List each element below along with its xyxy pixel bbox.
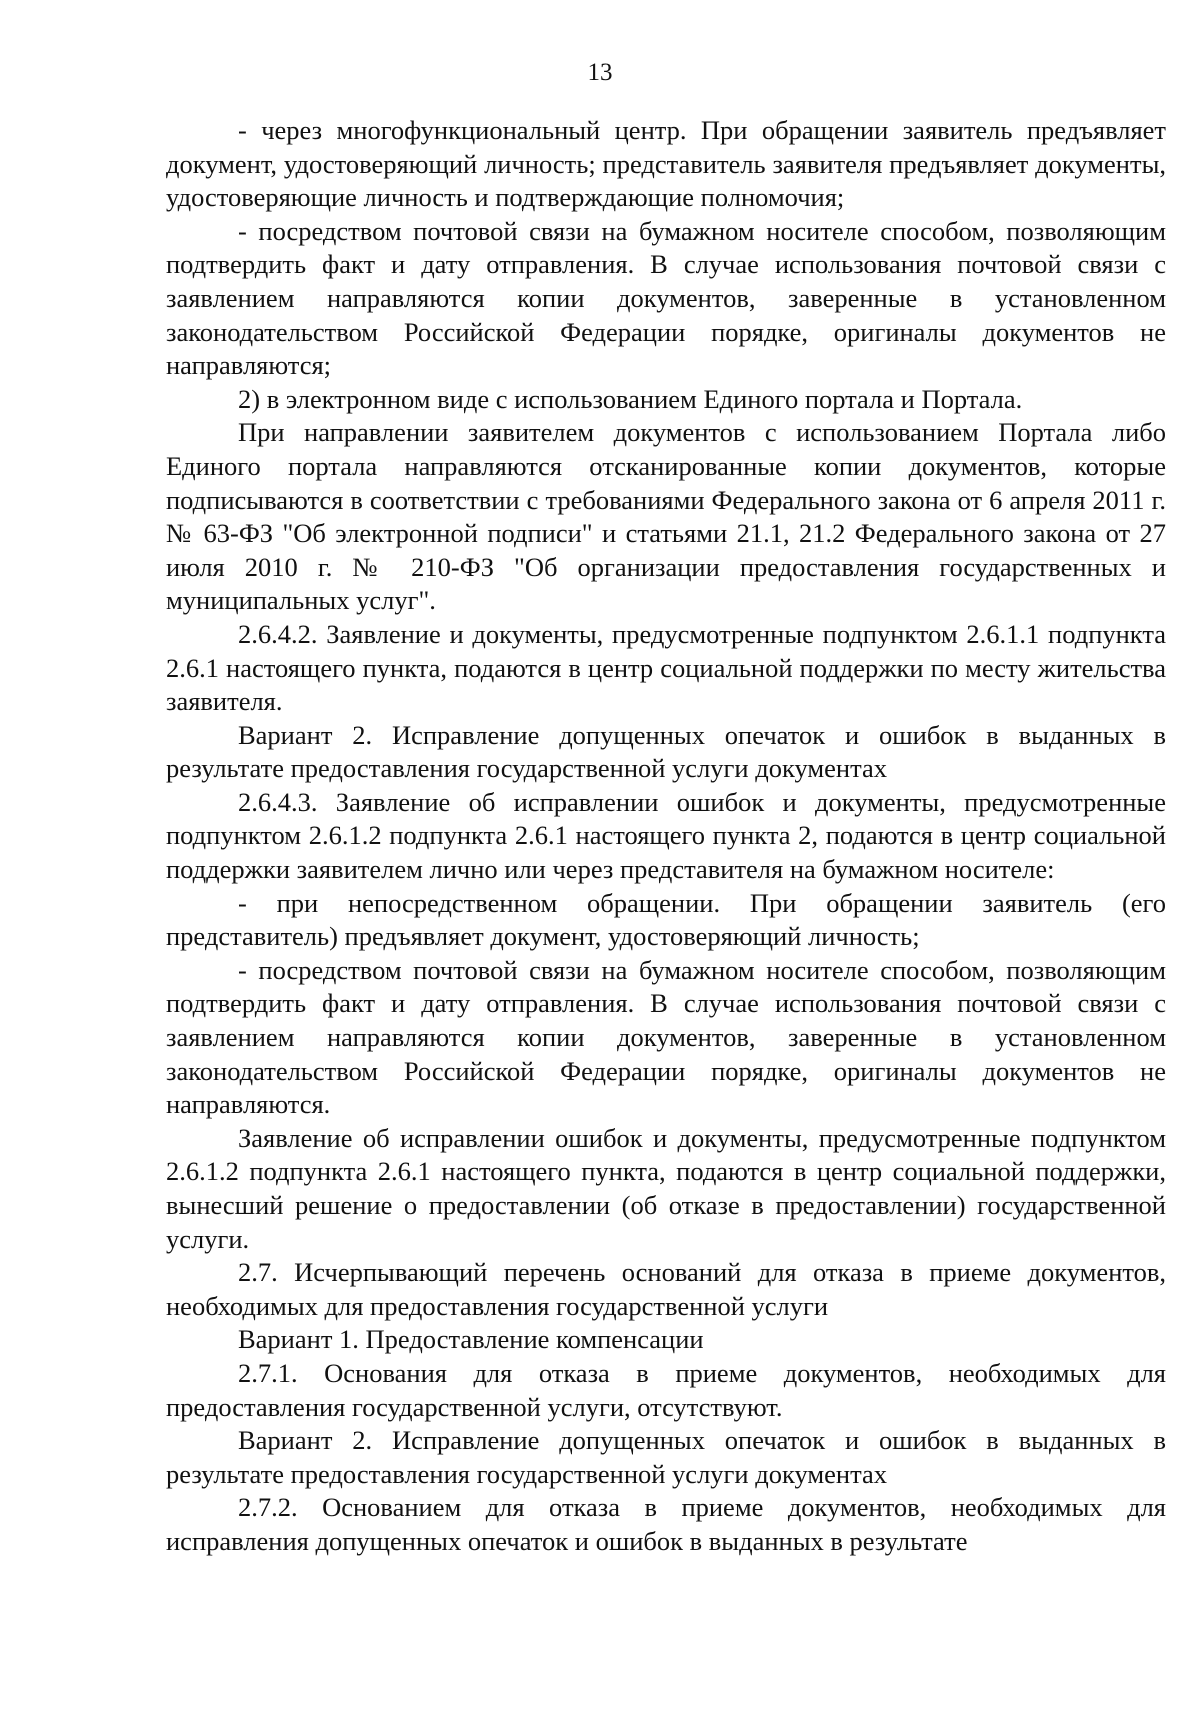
paragraph: Заявление об исправлении ошибок и документы, предусмотренные подпунктом 2.6.1.2 подпункта 2.6.1 настоящего пункта, подаются в центр социальной поддержки, вынесший решение о предоставлении (об отказе в предоставлении) государственной услуги. (166, 1122, 1166, 1254)
section-heading: Вариант 1. Предоставление компенсации (238, 1324, 704, 1355)
paragraph: 2.6.4.3. Заявление об исправлении ошибок и документы, предусмотренные подпунктом 2.6.1.2 подпункта 2.6.1 настоящего пункта 2, подаются в центр социальной поддержки заявителем лично или через представителя на бумажном носителе: (166, 786, 1166, 885)
paragraph: 2) в электронном виде с использованием Единого портала и Портала. (238, 383, 1023, 414)
section-heading: Вариант 2. Исправление допущенных опечаток и ошибок в выданных в результате предоставления государственной услуги документах (166, 1425, 1166, 1489)
paragraph: 2.7.1. Основания для отказа в приеме документов, необходимых для предоставления государственной услуги, отсутствуют. (166, 1357, 1166, 1422)
paragraph: - при непосредственном обращении. При обращении заявитель (его представитель) предъявляет документ, удостоверяющий личность; (166, 887, 1166, 952)
paragraph: 2.6.4.2. Заявление и документы, предусмотренные подпунктом 2.6.1.1 подпункта 2.6.1 настоящего пункта, подаются в центр социальной поддержки по месту жительства заявителя. (166, 618, 1166, 717)
paragraph: - через многофункциональный центр. При обращении заявитель предъявляет документ, удостоверяющий личность; представитель заявителя предъявляет документы, удостоверяющие личность и подтверждающие полномочия; (166, 115, 1166, 213)
paragraph: - посредством почтовой связи на бумажном носителе способом, позволяющим подтвердить факт и дату отправления. В случае использования почтовой связи с заявлением направляются копии документов, заверенные в установленном законодательством Российской Федерации порядке, оригиналы документов не направляются. (166, 954, 1166, 1120)
section-heading: 2.7. Исчерпывающий перечень оснований для отказа в приеме документов, необходимых для предоставления государственной услуги (166, 1257, 1166, 1321)
paragraph: 2.7.2. Основанием для отказа в приеме документов, необходимых для исправления допущенных опечаток и ошибок в выданных в результате (166, 1492, 1166, 1556)
paragraph: - посредством почтовой связи на бумажном носителе способом, позволяющим подтвердить факт и дату отправления. В случае использования почтовой связи с заявлением направляются копии документов, заверенные в установленном законодательством Российской Федерации порядке, оригиналы документов не направляются; (166, 215, 1166, 381)
page-number: 13 (587, 59, 613, 86)
paragraph: При направлении заявителем документов с использованием Портала либо Единого портала направляются отсканированные копии документов, которые подписываются в соответствии с требованиями Федерального закона от 6 апреля 2011 г. № 63-ФЗ "Об электронной подписи" и статьями 21.1, 21.2 Федерального закона от 27 июля 2010 г. № 210-ФЗ "Об организации предоставления государственных и муниципальных услуг". (166, 417, 1166, 616)
section-heading: Вариант 2. Исправление допущенных опечаток и ошибок в выданных в результате предоставления государственной услуги документах (166, 719, 1166, 784)
document-body (166, 114, 1166, 1559)
